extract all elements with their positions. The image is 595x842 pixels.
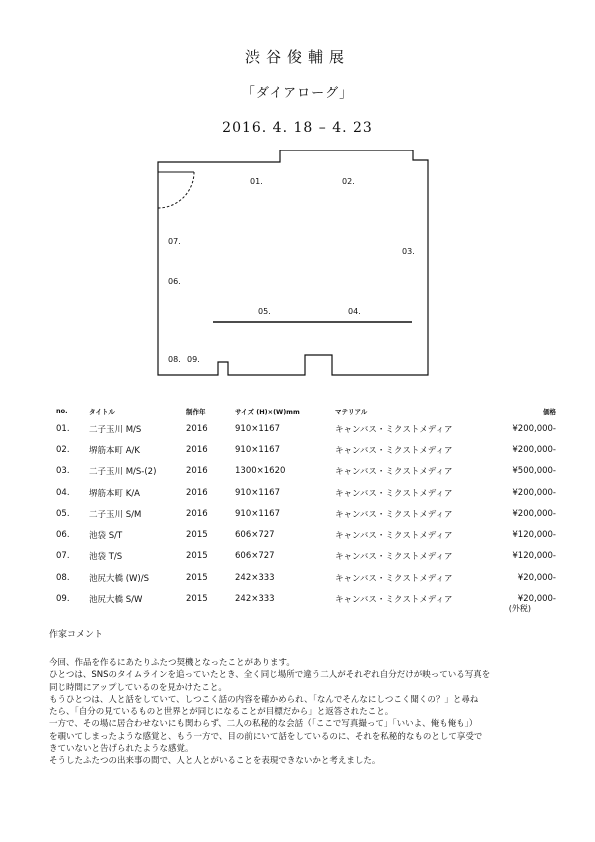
comment-line: たら、「自分の見ているものと世界とが同じになることが目標だから」と返答されたこと。	[49, 707, 394, 718]
comment-line: 同じ時間にアップしているのを見かけたこと。	[49, 682, 227, 693]
exhibition-title: 渋谷俊輔展	[244, 48, 350, 66]
cell-title: 二子玉川 M/S-(2)	[89, 467, 157, 478]
header-no: no.	[56, 407, 68, 415]
wall-label-05: 05.	[258, 307, 271, 316]
table-row	[56, 439, 556, 460]
cell-material: キャンバス・ミクストメディア	[335, 573, 453, 584]
wall-label-08: 08.	[168, 355, 181, 364]
comment-line: そうしたふたつの出来事の間で、人と人とがいることを表現できないかと考えました。	[49, 756, 381, 767]
gallery-wall-outline	[158, 150, 428, 375]
cell-price: ¥200,000-	[512, 487, 556, 498]
comment-line: 一方で、その場に居合わせないにも関わらず、二人の私秘的な会話（「ここで写真撮って」「いいよ、俺も俺も」）	[49, 719, 478, 730]
works-table	[56, 404, 556, 610]
cell-material: キャンバス・ミクストメディア	[335, 552, 453, 563]
cell-size: 606×727	[235, 551, 275, 562]
header-price: 価格	[543, 407, 556, 416]
header-year: 制作年	[186, 407, 206, 416]
wall-label-06: 06.	[168, 277, 181, 286]
comment-line: もうひとつは、人と話をしていて、しつこく話の内容を確かめられ、「なんでそんなにしつこく聞くの？」と尋ね	[49, 694, 479, 705]
cell-year: 2016	[186, 444, 208, 455]
cell-no: 07.	[56, 551, 70, 562]
wall-label-02: 02.	[342, 177, 355, 186]
comment-heading: 作家コメント	[49, 630, 104, 640]
door-swing	[158, 172, 194, 208]
cell-title: 堺筋本町 A/K	[89, 445, 140, 456]
cell-title: 池尻大橋 (W)/S	[89, 573, 149, 584]
cell-size: 606×727	[235, 530, 275, 541]
cell-title: 池尻大橋 S/W	[89, 595, 143, 606]
cell-size: 910×1167	[235, 444, 280, 455]
floor-plan	[150, 150, 440, 385]
cell-title: 池袋 S/T	[89, 531, 123, 542]
wall-label-09: 09.	[187, 355, 200, 364]
cell-price: ¥20,000-	[517, 594, 556, 605]
table-body	[56, 418, 556, 610]
cell-title: 池袋 T/S	[89, 552, 123, 563]
tax-note: (外税)	[508, 604, 531, 613]
cell-year: 2015	[186, 551, 208, 562]
cell-year: 2015	[186, 530, 208, 541]
cell-title: 堺筋本町 K/A	[89, 488, 140, 499]
table-row	[56, 418, 556, 439]
cell-size: 242×333	[235, 594, 275, 605]
cell-material: キャンバス・ミクストメディア	[335, 531, 453, 542]
cell-price: ¥200,000-	[512, 444, 556, 455]
cell-size: 910×1167	[235, 487, 280, 498]
header-size: サイズ (H)×(W)mm	[235, 407, 300, 416]
cell-year: 2015	[186, 572, 208, 583]
cell-material: キャンバス・ミクストメディア	[335, 424, 453, 435]
header-title: タイトル	[89, 407, 115, 416]
comment-line: 今回、作品を作るにあたりふたつ契機となったことがあります。	[49, 658, 295, 668]
wall-label-03: 03.	[402, 247, 415, 256]
cell-size: 910×1167	[235, 508, 280, 519]
cell-price: ¥20,000-	[517, 572, 556, 583]
cell-no: 05.	[56, 508, 70, 519]
cell-price: ¥120,000-	[512, 530, 556, 541]
cell-material: キャンバス・ミクストメディア	[335, 595, 453, 606]
cell-material: キャンバス・ミクストメディア	[335, 488, 453, 499]
exhibition-subtitle: 「ダイアローグ」	[241, 86, 354, 101]
wall-label-01: 01.	[250, 177, 263, 186]
cell-no: 06.	[56, 530, 70, 541]
cell-no: 09.	[56, 594, 70, 605]
table-header	[56, 404, 556, 418]
cell-no: 02.	[56, 444, 70, 455]
comment-line: きていないと告げられたような感覚。	[49, 744, 194, 755]
cell-year: 2016	[186, 508, 208, 519]
exhibition-dates: 2016. 4. 18 – 4. 23	[222, 120, 373, 136]
cell-size: 910×1167	[235, 423, 280, 434]
cell-no: 08.	[56, 572, 70, 583]
cell-size: 1300×1620	[235, 466, 286, 477]
table-row	[56, 567, 556, 588]
cell-year: 2016	[186, 487, 208, 498]
cell-material: キャンバス・ミクストメディア	[335, 509, 453, 520]
table-row	[56, 546, 556, 567]
wall-label-04: 04.	[348, 307, 361, 316]
floor-plan-drawing	[150, 150, 440, 385]
comment-body	[49, 657, 569, 768]
cell-year: 2015	[186, 594, 208, 605]
cell-price: ¥200,000-	[512, 508, 556, 519]
cell-no: 04.	[56, 487, 70, 498]
cell-size: 242×333	[235, 572, 275, 583]
cell-title: 二子玉川 S/M	[89, 509, 142, 520]
cell-no: 03.	[56, 466, 70, 477]
comment-line: ひとつは、SNSのタイムラインを追っていたとき、全く同じ場所で違う二人がそれぞれ自分だけが映っている写真を	[49, 670, 491, 681]
table-row	[56, 461, 556, 482]
header-material: マテリアル	[335, 407, 368, 416]
cell-material: キャンバス・ミクストメディア	[335, 445, 453, 456]
cell-price: ¥500,000-	[512, 466, 556, 477]
table-row	[56, 482, 556, 503]
cell-material: キャンバス・ミクストメディア	[335, 467, 453, 478]
cell-no: 01.	[56, 423, 70, 434]
wall-label-07: 07.	[168, 237, 181, 246]
cell-year: 2016	[186, 466, 208, 477]
table-row	[56, 524, 556, 545]
cell-year: 2016	[186, 423, 208, 434]
cell-price: ¥200,000-	[512, 423, 556, 434]
table-row	[56, 503, 556, 524]
cell-title: 二子玉川 M/S	[89, 424, 142, 435]
cell-price: ¥120,000-	[512, 551, 556, 562]
comment-line: を覗いてしまったような感覚と、もう一方で、目の前にいて話をしているのに、それを私秘的なものとして享受で	[49, 731, 483, 742]
